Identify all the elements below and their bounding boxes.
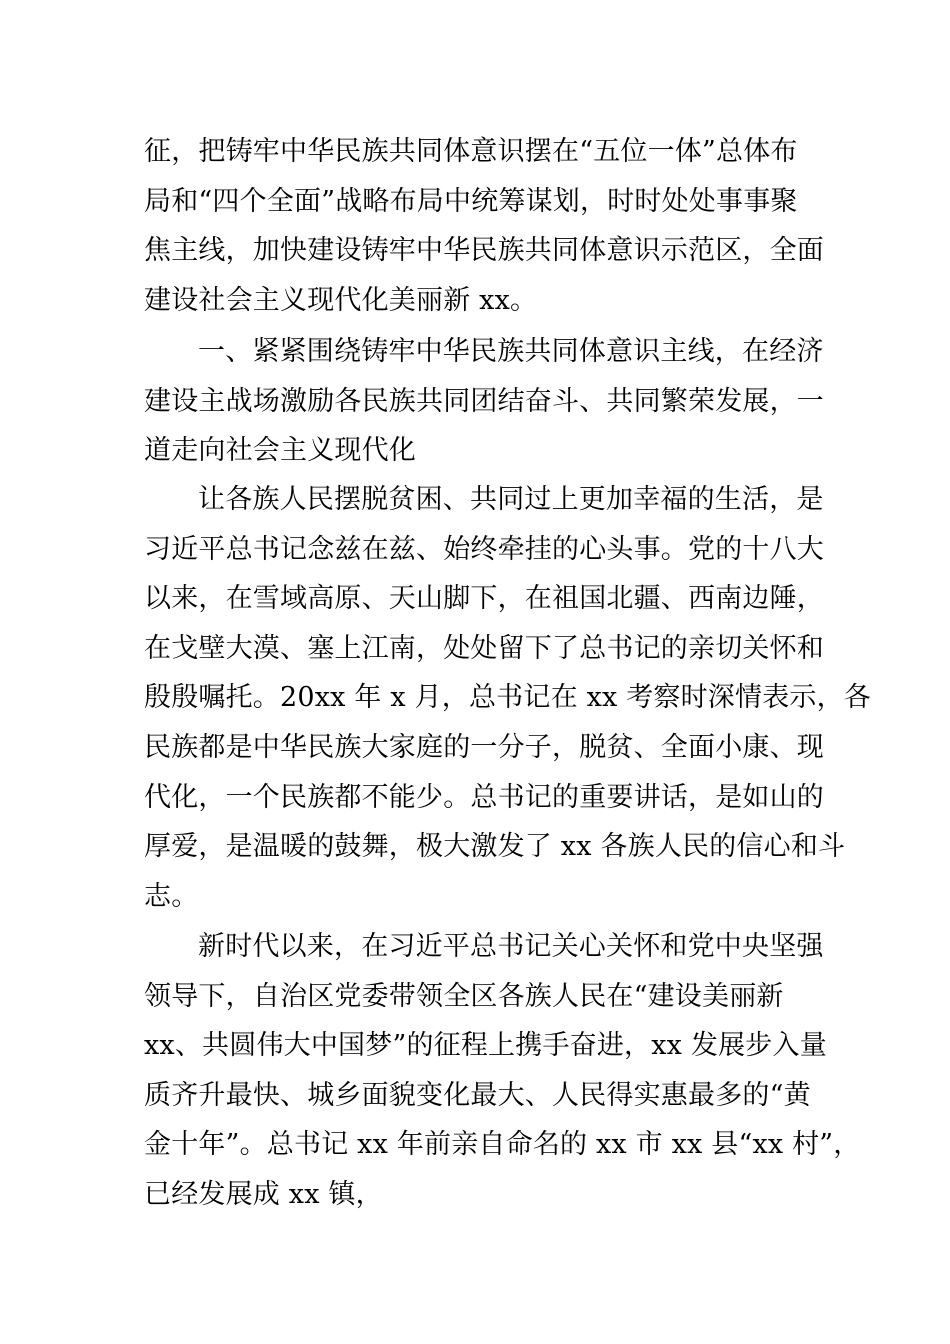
paragraph: [144, 922, 861, 1220]
text-line: 领导下，自治区党委带领全区各族人民在“建设美丽新: [144, 980, 784, 1012]
paragraph-continuation: [144, 127, 834, 325]
text-line: 让各族人民摆脱贫困、共同过上更加幸福的生活，是: [198, 484, 824, 515]
text-line: 一、紧紧围绕铸牢中华民族共同体意识主线，在经济: [198, 336, 824, 367]
text-line: 建设主战场激励各民族共同团结奋斗、共同繁荣发展，一: [144, 385, 824, 417]
text-line: xx、共圆伟大中国梦”的征程上携手奋进，xx 发展步入量: [144, 1030, 827, 1062]
text-line: 已经发展成 xx 镇，: [144, 1178, 383, 1210]
text-line: 在戈壁大漠、塞上江南，处处留下了总书记的亲切关怀和: [144, 632, 824, 664]
text-line: 民族都是中华民族大家庭的一分子，脱贫、全面小康、现: [144, 731, 824, 763]
text-line: 习近平总书记念兹在兹、始终牵挂的心头事。党的十八大: [144, 533, 824, 565]
paragraph: [144, 475, 872, 921]
section-heading: [144, 327, 834, 476]
text-line: 焦主线，加快建设铸牢中华民族共同体意识示范区，全面: [144, 235, 824, 267]
text-line: 代化，一个民族都不能少。总书记的重要讲话，是如山的: [144, 781, 824, 813]
text-line: 金十年”。总书记 xx 年前亲自命名的 xx 市 xx 县“xx 村”，: [144, 1129, 861, 1161]
text-line: 志。: [144, 880, 199, 912]
text-line: 征，把铸牢中华民族共同体意识摆在“五位一体”总体布: [144, 136, 798, 167]
text-line: 质齐升最快、城乡面貌变化最大、人民得实惠最多的“黄: [144, 1079, 811, 1111]
text-line: 局和“四个全面”战略布局中统筹谋划，时时处处事事聚: [144, 185, 798, 217]
text-line: 殷殷嘱托。20xx 年 x 月，总书记在 xx 考察时深情表示，各: [144, 682, 872, 714]
text-line: 厚爱，是温暖的鼓舞，极大激发了 xx 各族人民的信心和斗: [144, 831, 846, 863]
text-line: 以来，在雪域高原、天山脚下，在祖国北疆、西南边陲，: [144, 583, 824, 615]
text-line: 道走向社会主义现代化: [144, 435, 416, 467]
text-line: 建设社会主义现代化美丽新 xx。: [144, 284, 538, 316]
text-line: 新时代以来，在习近平总书记关心关怀和党中央坚强: [198, 931, 824, 962]
